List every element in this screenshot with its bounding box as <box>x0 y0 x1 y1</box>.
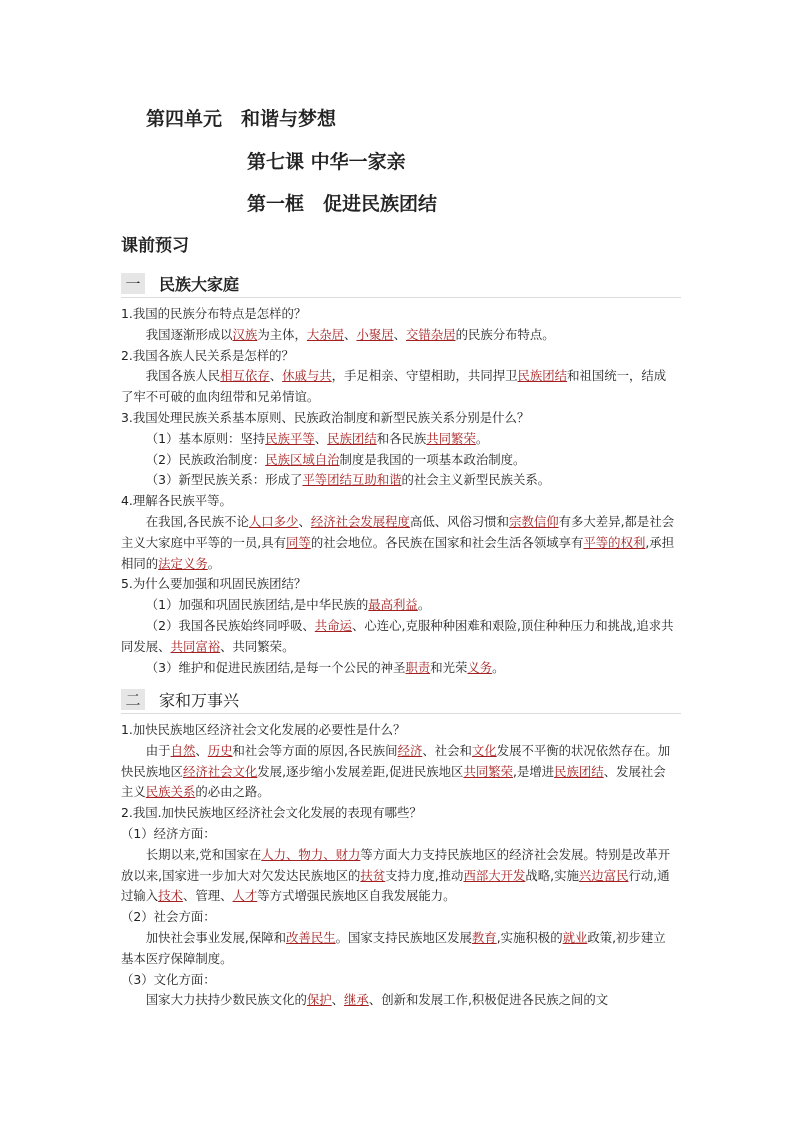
answer-keyword: 法定义务 <box>158 555 208 571</box>
text-segment: 有多大差异,都是社会主义大家庭中平等的一员,具有 <box>121 513 675 550</box>
answer-3-2 <box>121 450 677 471</box>
subheading-society: （2）社会方面： <box>121 909 216 925</box>
text-segment: 政策,初步建立基本医疗保障制度。 <box>121 929 666 966</box>
answer-keyword: 平等团结互助和谐 <box>302 472 402 488</box>
text-segment: 的社会地位。各民族在国家和社会生活各领域享有 <box>310 534 584 550</box>
answer-5-1 <box>121 595 677 616</box>
lesson-title: 第七课 中华一家亲 <box>247 151 406 173</box>
question-2: 2.我国各族人民关系是怎样的？ <box>121 347 294 363</box>
text-segment: 和祖国统一，结成了牢不可破的血肉纽带和兄弟情谊。 <box>121 368 667 405</box>
answer-keyword: 民族关系 <box>145 784 196 800</box>
answer-5-2 <box>121 616 677 658</box>
answer-1 <box>121 325 677 346</box>
answer-keyword: 就业 <box>562 929 588 945</box>
section-2-content <box>121 720 677 1011</box>
answer-keyword: 共同繁荣 <box>426 430 476 446</box>
section-heading-1 <box>121 270 239 296</box>
answer-keyword: 共命运 <box>314 617 352 633</box>
text-segment: 我国各族人民 <box>145 368 221 384</box>
text-segment: 。 <box>492 659 505 675</box>
answer-keyword: 历史 <box>207 742 233 758</box>
text-segment: 。国家支持民族地区发展 <box>335 929 472 945</box>
text-segment: 。 <box>475 430 489 446</box>
text-segment: （3）维护和促进民族团结,是每一个公民的神圣 <box>145 659 406 675</box>
question-4: 4.理解各民族平等。 <box>121 493 232 509</box>
answer-keyword: 平等的权利 <box>583 534 646 550</box>
answer-keyword: 保护 <box>306 992 332 1008</box>
section-title: 民族大家庭 <box>159 274 240 294</box>
text-segment: 等方式增强民族地区自我发展能力。 <box>257 888 456 904</box>
text-segment: 、发展社会主义 <box>121 763 666 800</box>
text-segment: 加快社会事业发展,保障和 <box>145 929 287 945</box>
text-segment: ,承担相同的 <box>121 534 675 571</box>
text-segment: 的必由之路。 <box>195 784 270 800</box>
answer-keyword: 经济 <box>397 742 423 758</box>
answer-keyword: 同等 <box>286 534 311 550</box>
text-segment: 、 <box>314 430 328 446</box>
text-segment: 、管理、 <box>182 888 233 904</box>
answer-keyword: 汉族 <box>232 326 258 342</box>
text-segment: 、 <box>195 742 208 758</box>
answer-keyword: 宗教信仰 <box>509 513 559 529</box>
text-segment: 、共同繁荣。 <box>220 638 295 654</box>
text-segment: 、社会和 <box>422 742 472 758</box>
text-segment: 等方面大力支持民族地区的经济社会发展。特别是改革开放以来,国家进一步加大对欠发达民族地区的 <box>121 846 671 883</box>
text-segment: 支持力度,推动 <box>385 867 464 883</box>
text-segment: 发展不平衡的状况依然存在。加快民族地区 <box>121 742 671 779</box>
text-segment: 的民族分布特点。 <box>455 326 555 342</box>
question-2: 2.我国.加快民族地区经济社会文化发展的表现有哪些？ <box>121 805 422 821</box>
answer-2-society <box>121 928 677 970</box>
text-segment: 和社会等方面的原因,各民族间 <box>232 742 398 758</box>
frame-title: 第一框 促进民族团结 <box>247 193 438 215</box>
answer-2-economy <box>121 845 677 907</box>
text-segment: ,实施积极的 <box>496 929 563 945</box>
answer-1 <box>121 741 677 803</box>
text-segment: 和各民族 <box>376 430 427 446</box>
text-segment: 、 <box>331 992 345 1008</box>
text-segment: ,是增进 <box>513 763 555 779</box>
answer-4 <box>121 512 677 574</box>
text-segment: 、创新和发展工作,积极促进各民族之间的文 <box>368 992 609 1008</box>
text-segment: 发展,逐步缩小发展差距,促进民族地区 <box>257 763 464 779</box>
answer-2 <box>121 366 677 408</box>
section-1-content <box>121 304 677 678</box>
answer-keyword: 文化 <box>471 742 497 758</box>
text-segment: 由于 <box>145 742 171 758</box>
answer-keyword: 民族平等 <box>265 430 315 446</box>
unit-title: 第四单元 和谐与梦想 <box>146 108 337 130</box>
preview-heading: 课前预习 <box>121 236 189 256</box>
answer-5-3 <box>121 658 677 679</box>
answer-keyword: 技术 <box>158 888 183 904</box>
section-title: 家和万事兴 <box>159 690 240 710</box>
answer-keyword: 改善民生 <box>286 929 336 945</box>
answer-keyword: 继承 <box>344 992 369 1008</box>
text-segment: 、 <box>298 513 311 529</box>
answer-keyword: 民族团结 <box>554 763 604 779</box>
text-segment: （2）我国各民族始终同呼吸、 <box>145 617 315 633</box>
text-segment: 国家大力扶持少数民族文化的 <box>145 992 307 1008</box>
text-segment: 、 <box>269 368 283 384</box>
answer-keyword: 教育 <box>471 929 497 945</box>
question-1: 1.加快民族地区经济社会文化发展的必要性是什么？ <box>121 722 406 737</box>
answer-keyword: 小聚居 <box>356 326 394 342</box>
answer-2-culture <box>121 990 677 1011</box>
answer-keyword: 人口多少 <box>248 513 299 529</box>
text-segment: 高低、风俗习惯和 <box>409 513 510 529</box>
text-segment: 为主体， <box>257 326 307 342</box>
answer-keyword: 民族区域自治 <box>265 451 340 467</box>
subheading-culture: （3）文化方面： <box>121 971 216 987</box>
answer-keyword: 扶贫 <box>360 867 386 883</box>
text-segment: 行动,通过输入 <box>121 867 670 904</box>
answer-keyword: 民族团结 <box>327 430 377 446</box>
answer-keyword: 民族团结 <box>517 368 568 384</box>
text-segment: 战略,实施 <box>525 867 579 883</box>
text-segment: 、 <box>344 326 357 342</box>
answer-keyword: 义务 <box>467 659 493 675</box>
text-segment: 长期以来,党和国家在 <box>145 846 262 862</box>
section-number: 二 <box>121 689 145 710</box>
subheading-economy: （1）经济方面： <box>121 825 216 841</box>
text-segment: （3）新型民族关系：形成了 <box>145 472 303 488</box>
answer-keyword: 共同富裕 <box>170 638 221 654</box>
section-number: 一 <box>121 273 145 294</box>
answer-keyword: 休戚与共 <box>282 368 332 384</box>
question-3: 3.我国处理民族关系基本原则、民族政治制度和新型民族关系分别是什么？ <box>121 409 530 425</box>
answer-keyword: 西部大开发 <box>463 867 526 883</box>
answer-keyword: 最高利益 <box>368 597 418 613</box>
answer-keyword: 职责 <box>405 659 431 675</box>
text-segment: （2）民族政治制度： <box>145 451 266 467</box>
answer-keyword: 经济社会文化 <box>182 763 258 779</box>
answer-keyword: 交错杂居 <box>406 326 456 342</box>
answer-keyword: 人力、物力、财力 <box>261 846 361 862</box>
text-segment: 在我国,各民族不论 <box>145 513 249 529</box>
text-segment: 和光荣 <box>430 659 468 675</box>
section-heading-2 <box>121 686 239 712</box>
answer-keyword: 人才 <box>232 888 258 904</box>
text-segment: 。 <box>207 555 221 571</box>
answer-keyword: 共同繁荣 <box>463 763 513 779</box>
text-segment: 的社会主义新型民族关系。 <box>401 472 551 488</box>
question-5: 5.为什么要加强和巩固民族团结？ <box>121 576 307 592</box>
answer-keyword: 相互依存 <box>220 368 270 384</box>
text-segment: （1）基本原则：坚持 <box>145 430 266 446</box>
text-segment: 我国逐渐形成以 <box>145 326 233 342</box>
answer-keyword: 兴边富民 <box>578 867 629 883</box>
answer-keyword: 经济社会发展程度 <box>310 513 410 529</box>
answer-keyword: 自然 <box>170 742 196 758</box>
text-segment: （1）加强和巩固民族团结,是中华民族的 <box>145 597 369 613</box>
text-segment: ，手足相亲、守望相助，共同捍卫 <box>331 368 518 384</box>
answer-3-1 <box>121 429 677 450</box>
text-segment: 制度是我国的一项基本政治制度。 <box>339 451 526 467</box>
answer-3-3 <box>121 470 677 491</box>
text-segment: 。 <box>417 597 431 613</box>
text-segment: 、 <box>393 326 406 342</box>
answer-keyword: 大杂居 <box>306 326 345 342</box>
question-1: 1.我国的民族分布特点是怎样的？ <box>121 306 307 321</box>
text-segment: 、心连心,克服种种困难和艰险,顶住种种压力和挑战,追求共同发展、 <box>121 617 674 654</box>
